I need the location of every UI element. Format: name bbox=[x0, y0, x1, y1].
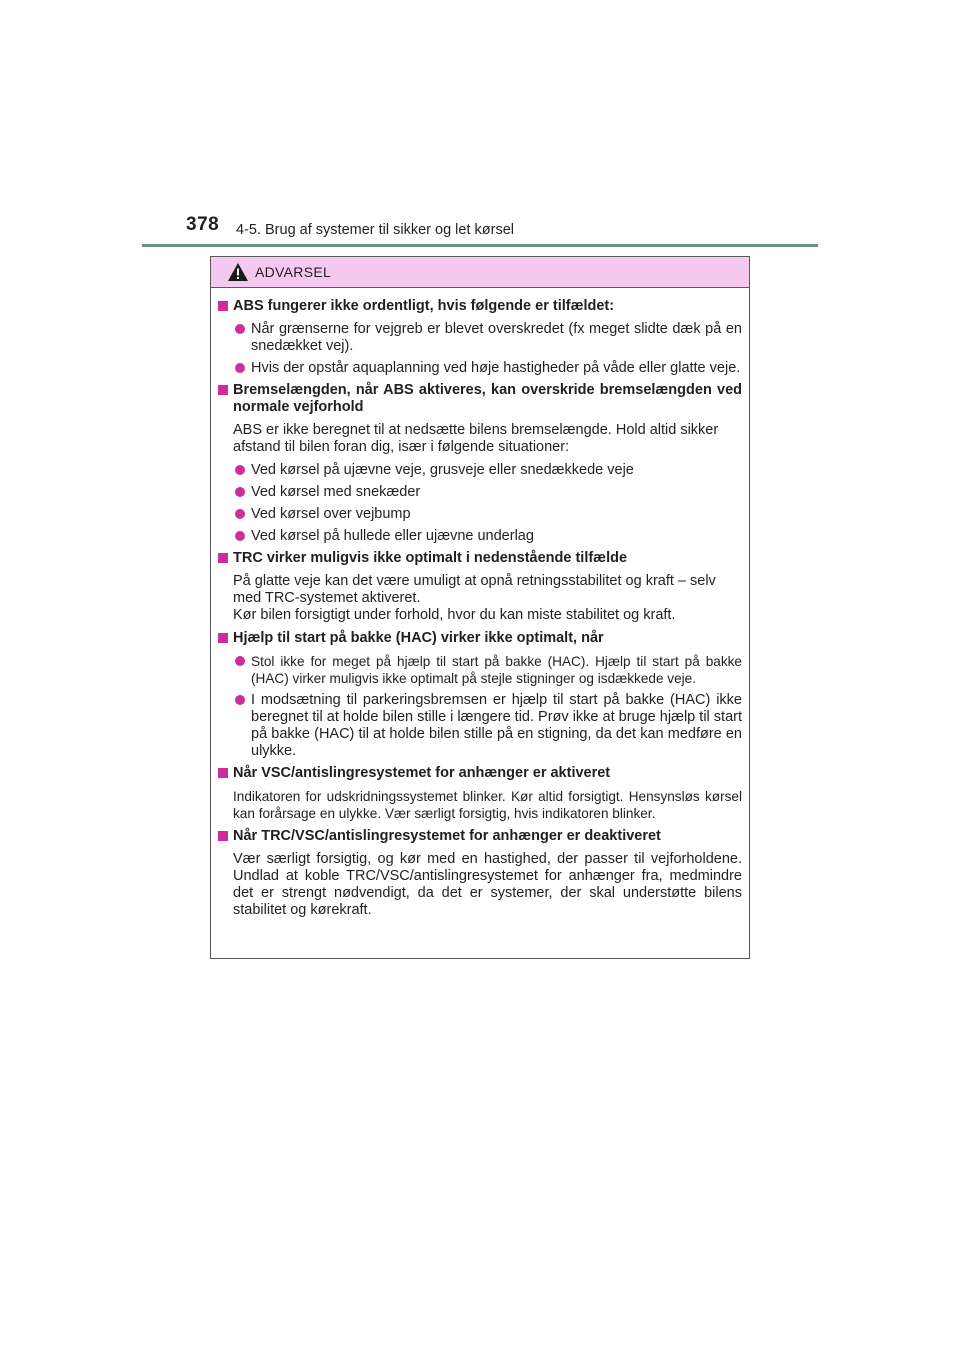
list-item-text: Ved kørsel på hullede eller ujævne underlag bbox=[251, 528, 534, 544]
square-bullet-icon bbox=[218, 768, 228, 778]
paragraph: Indikatoren for udskridningssystemet blinker. Kør altid forsigtigt. Hensynsløs kørsel kan forårsage en ulykke. Vær særligt forsigtig, hvis indikatoren blinker. bbox=[233, 789, 742, 821]
heading-text: Når VSC/antislingresystemet for anhænger er aktiveret bbox=[233, 765, 611, 781]
list-item-text: Ved kørsel på ujævne veje, grusveje eller snedækkede veje bbox=[251, 462, 634, 478]
warning-label: ADVARSEL bbox=[255, 264, 332, 280]
warning-body bbox=[211, 288, 749, 919]
section-heading bbox=[218, 382, 742, 416]
list-item bbox=[218, 506, 742, 523]
list-item bbox=[218, 528, 742, 545]
square-bullet-icon bbox=[218, 301, 228, 311]
page-number: 378 bbox=[186, 214, 220, 235]
list-item bbox=[218, 462, 742, 479]
round-bullet-icon bbox=[235, 509, 245, 519]
warning-triangle-icon bbox=[227, 262, 249, 282]
paragraph-line: Kør bilen forsigtigt under forhold, hvor du kan miste stabilitet og kraft. bbox=[233, 607, 676, 623]
list-item-text: Når grænserne for vejgreb er blevet overskredet (fx meget slidte dæk på en snedækket vej). bbox=[251, 321, 742, 354]
list-item bbox=[218, 321, 742, 355]
heading-text: Når TRC/VSC/antislingresystemet for anhænger er deaktiveret bbox=[233, 828, 661, 844]
section-heading bbox=[218, 630, 742, 647]
round-bullet-icon bbox=[235, 487, 245, 497]
round-bullet-icon bbox=[235, 324, 245, 334]
heading-text: TRC virker muligvis ikke optimalt i nedenstående tilfælde bbox=[233, 550, 628, 566]
list-item-text: Ved kørsel med snekæder bbox=[251, 484, 421, 500]
section-heading bbox=[218, 765, 742, 782]
list-item-text: Hvis der opstår aquaplanning ved høje hastigheder på våde eller glatte veje. bbox=[251, 360, 741, 376]
paragraph bbox=[218, 573, 742, 624]
section-title: 4-5. Brug af systemer til sikker og let kørsel bbox=[236, 222, 514, 238]
square-bullet-icon bbox=[218, 831, 228, 841]
list-item-text: Ved kørsel over vejbump bbox=[251, 506, 411, 522]
heading-text: ABS fungerer ikke ordentligt, hvis følgende er tilfældet: bbox=[233, 298, 615, 314]
paragraph-line: På glatte veje kan det være umuligt at opnå retningsstabilitet og kraft – selv med TRC-systemet aktiveret. bbox=[233, 573, 716, 606]
list-item bbox=[218, 653, 742, 687]
section-heading bbox=[218, 550, 742, 567]
list-item bbox=[218, 692, 742, 760]
warning-header bbox=[211, 257, 749, 288]
heading-text: Hjælp til start på bakke (HAC) virker ikke optimalt, når bbox=[233, 630, 604, 646]
header-rule bbox=[142, 244, 818, 247]
round-bullet-icon bbox=[235, 656, 245, 666]
square-bullet-icon bbox=[218, 633, 228, 643]
round-bullet-icon bbox=[235, 465, 245, 475]
section-heading bbox=[218, 298, 742, 315]
warning-box bbox=[210, 256, 750, 959]
round-bullet-icon bbox=[235, 363, 245, 373]
round-bullet-icon bbox=[235, 531, 245, 541]
list-item bbox=[218, 360, 742, 377]
square-bullet-icon bbox=[218, 553, 228, 563]
list-item-text: I modsætning til parkeringsbremsen er hjælp til start på bakke (HAC) ikke beregnet til at holde bilen stille i længere tid. Prøv ikke at bruge hjælp til start på bakke (HAC) til at holde bilen stille på en stigning, da det kan medføre en ulykke. bbox=[251, 692, 742, 759]
paragraph: Vær særligt forsigtig, og kør med en hastighed, der passer til vejforholdene. Undlad at koble TRC/VSC/antislingresystemet for anhænger fra, medmindre det er strengt nødvendigt, da det er systemer, der skal understøtte bilens stabilitet og kørekraft. bbox=[233, 851, 742, 918]
list-item bbox=[218, 484, 742, 501]
heading-text: Bremselængden, når ABS aktiveres, kan overskride bremselængden ved normale vejforhold bbox=[233, 382, 742, 415]
square-bullet-icon bbox=[218, 385, 228, 395]
list-item-text: Stol ikke for meget på hjælp til start på bakke (HAC). Hjælp til start på bakke (HAC) virker muligvis ikke optimalt på stejle stigninger og isdækkede veje. bbox=[251, 654, 742, 686]
round-bullet-icon bbox=[235, 695, 245, 705]
paragraph: ABS er ikke beregnet til at nedsætte bilens bremselængde. Hold altid sikker afstand til bilen foran dig, især i følgende situationer: bbox=[233, 422, 719, 455]
section-heading bbox=[218, 828, 742, 845]
